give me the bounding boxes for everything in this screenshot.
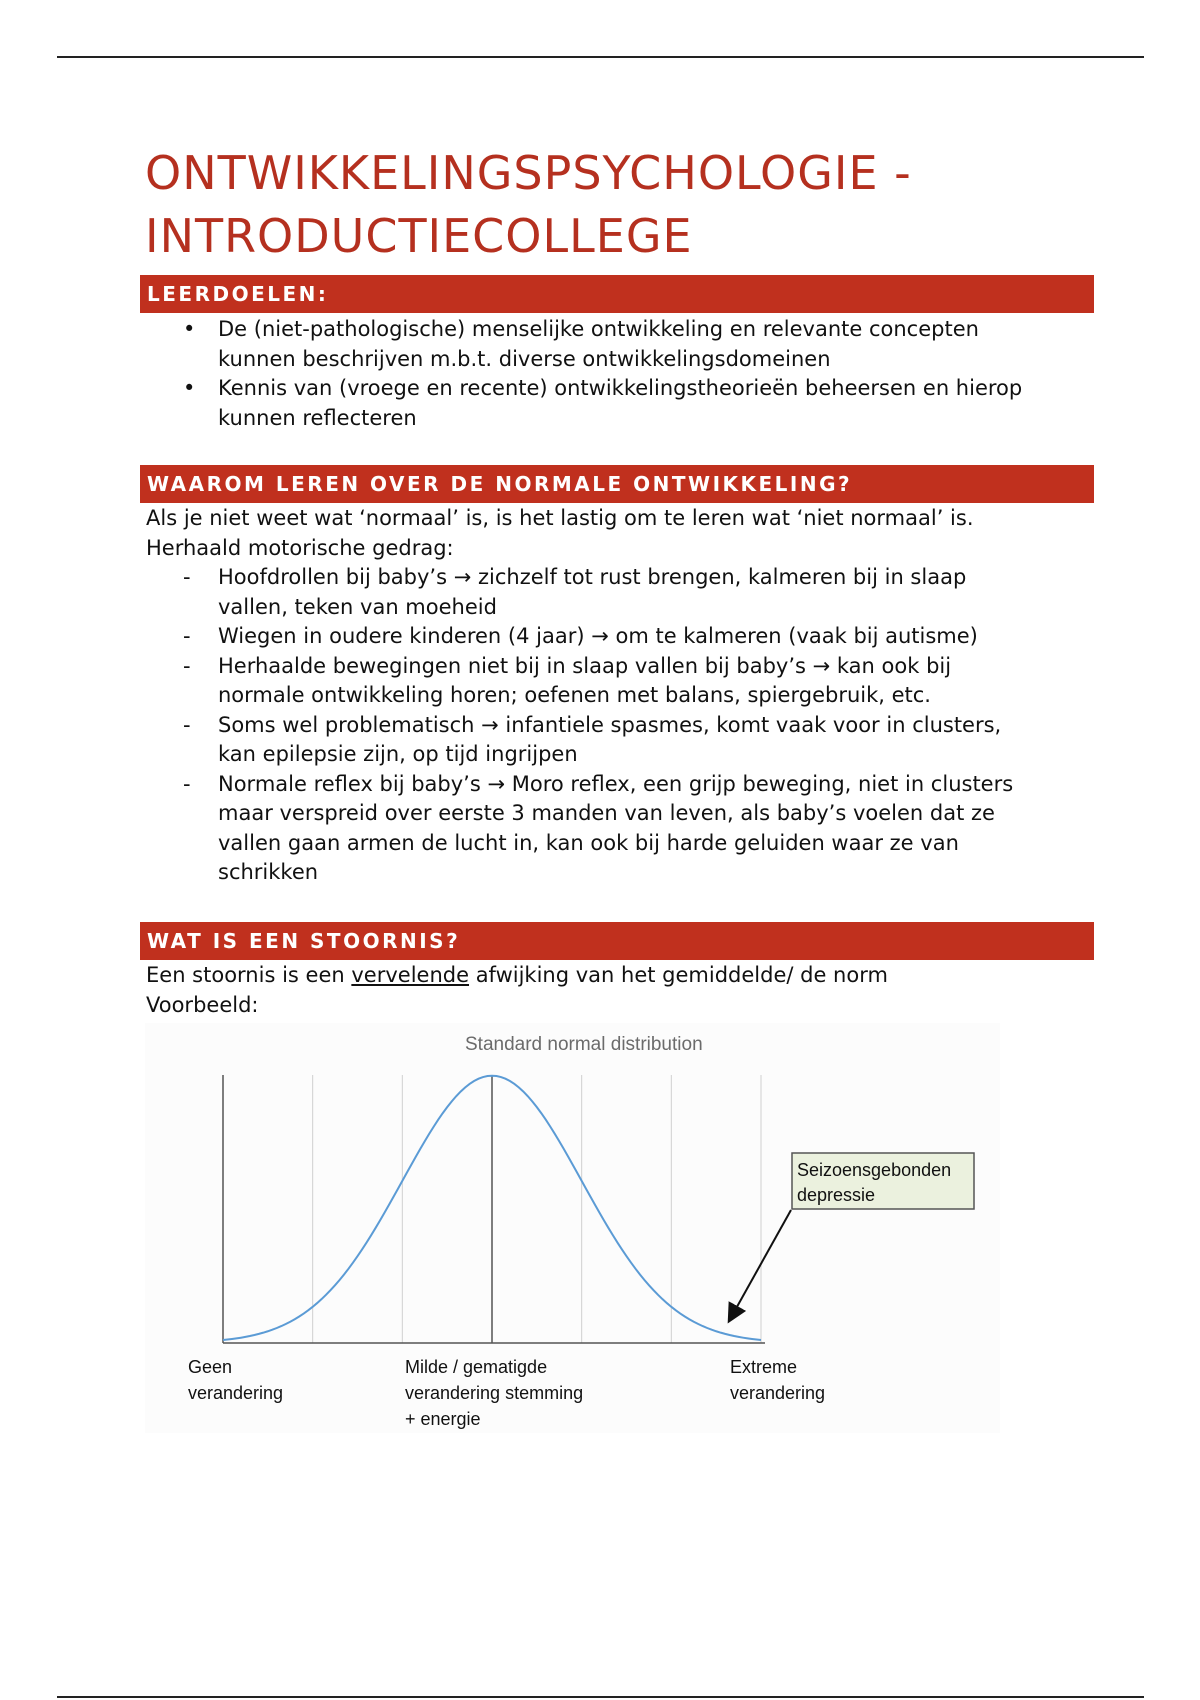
annotation-arrow [730, 1210, 791, 1320]
list-item-text: normale ontwikkeling horen; oefenen met balans, spiergebruik, etc. [218, 683, 931, 707]
section-header-stoornis: WAT IS EEN STOORNIS? [140, 922, 1094, 960]
intro-line: Herhaald motorische gedrag: [146, 535, 454, 560]
list-item [0, 622, 1078, 652]
bullet-dot: • [183, 376, 196, 400]
definition-text: Een stoornis is een [146, 963, 352, 987]
x-label-line: Extreme [730, 1357, 798, 1377]
list-item-text: maar verspreid over eerste 3 manden van leven, als baby’s voelen dat ze [218, 801, 995, 825]
top-rule [57, 56, 1144, 58]
x-label-line: + energie [405, 1409, 481, 1429]
annotation-line: Seizoensgebonden [797, 1160, 952, 1180]
leerdoelen-list [0, 315, 1078, 433]
x-label-line: verandering [730, 1383, 826, 1403]
list-item-text: Hoofdrollen bij baby’s → zichzelf tot rust brengen, kalmeren bij in slaap [218, 565, 967, 589]
list-item [0, 563, 1078, 622]
list-item-text: kunnen reflecteren [218, 405, 417, 430]
definition-text: afwijking van het gemiddelde/ de norm [469, 963, 888, 987]
list-item-text: vallen gaan armen de lucht in, kan ook bij harde geluiden waar ze van [218, 830, 959, 855]
example-label: Voorbeeld: [146, 992, 259, 1017]
bullet-dash: - [183, 653, 191, 678]
list-item [0, 770, 1078, 888]
chart-title: Standard normal distribution [465, 1034, 703, 1055]
section-header-waarom: WAAROM LEREN OVER DE NORMALE ONTWIKKELING? [140, 465, 1094, 503]
list-item [0, 652, 1078, 711]
page-title [145, 142, 912, 268]
bullet-dash: - [183, 712, 191, 737]
section-header-leerdoelen: LEERDOELEN: [140, 275, 1094, 313]
list-item-text: Kennis van (vroege en recente) ontwikkelingstheorieën beheersen en hierop [218, 376, 1023, 400]
x-label-line: Geen [188, 1357, 233, 1377]
normal-distribution-chart [145, 1023, 1000, 1433]
bullet-dot: • [183, 317, 196, 341]
x-label-milde [405, 1357, 588, 1429]
chart-svg [145, 1023, 1000, 1433]
bullet-dash: - [183, 565, 191, 589]
x-label-line: verandering [188, 1383, 284, 1403]
bottom-rule [57, 1696, 1144, 1698]
stoornis-definition [146, 961, 888, 1020]
list-item-text: Wiegen in oudere kinderen (4 jaar) → om te kalmeren (vaak bij autisme) [218, 624, 978, 648]
list-item-text: Herhaalde bewegingen niet bij in slaap vallen bij baby’s → kan ook bij [218, 653, 952, 678]
x-label-geen [188, 1357, 283, 1403]
title-line-2: INTRODUCTIECOLLEGE [145, 209, 693, 263]
list-item-text: vallen, teken van moeheid [218, 594, 497, 619]
waarom-intro [146, 504, 974, 563]
bullet-dash: - [183, 771, 191, 796]
list-item-text: kunnen beschrijven m.b.t. diverse ontwikkelingsdomeinen [218, 346, 831, 371]
list-item-text: Soms wel problematisch → infantiele spasmes, komt vaak voor in clusters, [218, 712, 1002, 737]
list-item-text: kan epilepsie zijn, op tijd ingrijpen [218, 742, 578, 766]
list-item [0, 315, 1078, 374]
list-item [0, 374, 1078, 433]
annotation-line: depressie [797, 1185, 876, 1205]
x-label-line: verandering stemming [405, 1383, 584, 1403]
list-item-text: schrikken [218, 860, 319, 884]
title-line-1: ONTWIKKELINGSPSYCHOLOGIE - [145, 146, 912, 200]
x-label-extreme [730, 1357, 825, 1403]
list-item [0, 711, 1078, 770]
list-item-text: Normale reflex bij baby’s → Moro reflex, een grijp beweging, niet in clusters [218, 771, 1014, 796]
list-item-text: De (niet-pathologische) menselijke ontwikkeling en relevante concepten [218, 317, 979, 341]
bullet-dash: - [183, 624, 191, 648]
intro-line: Als je niet weet wat ‘normaal’ is, is het lastig om te leren wat ‘niet normaal’ is. [146, 506, 974, 530]
x-label-line: Milde / gematigde [405, 1357, 548, 1377]
definition-underlined-word: vervelende [351, 963, 470, 987]
waarom-list [0, 563, 1078, 888]
